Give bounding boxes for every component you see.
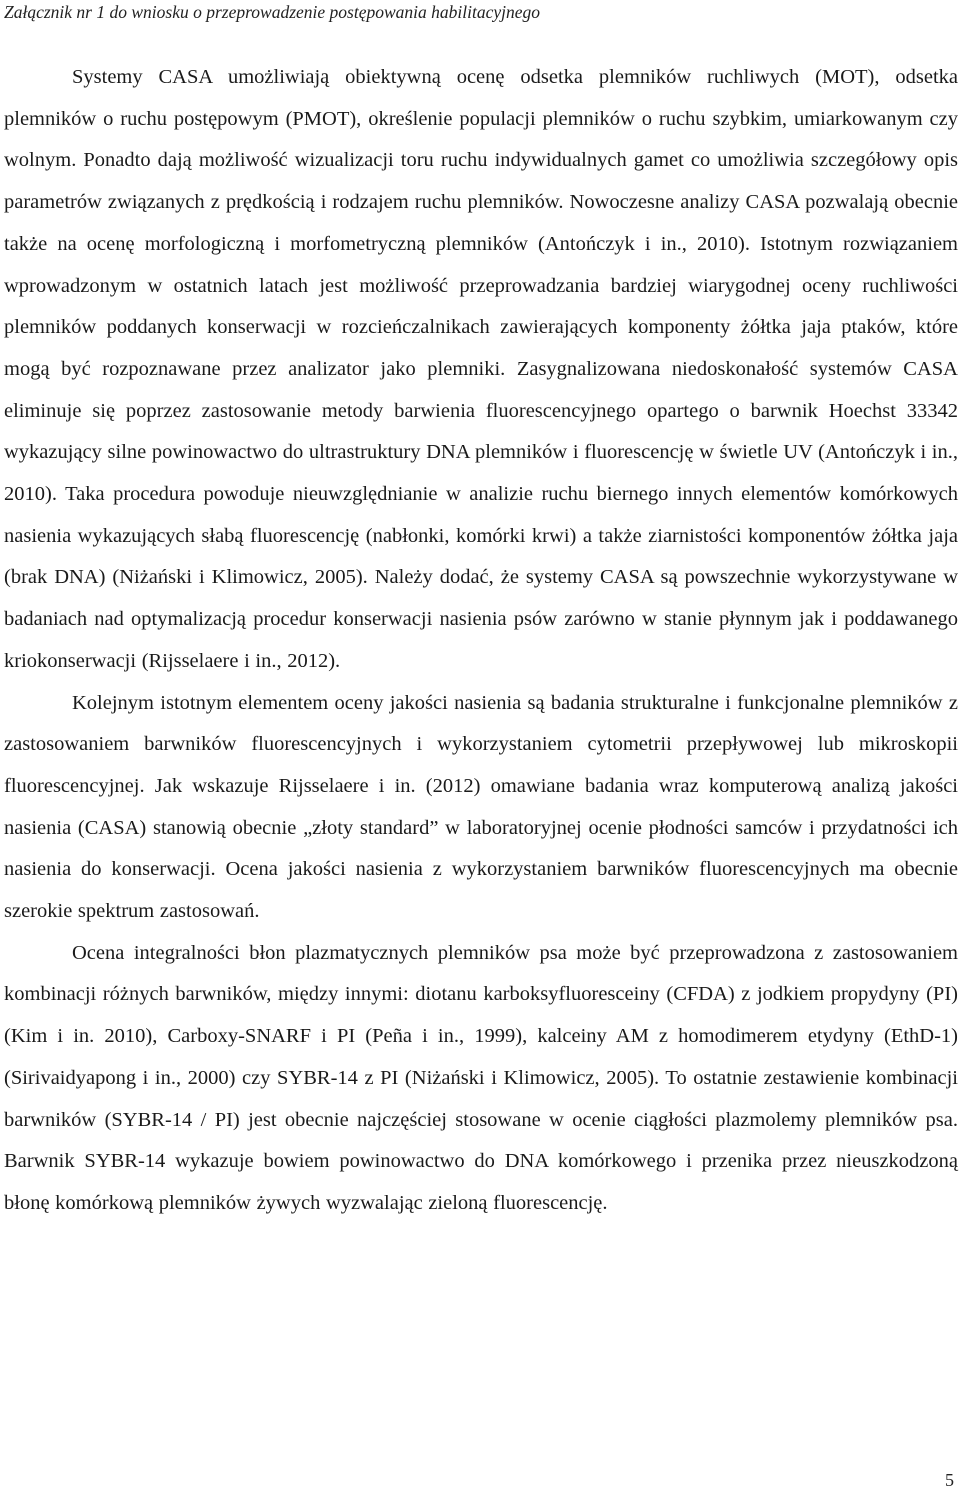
page-header: Załącznik nr 1 do wniosku o przeprowadzenie postępowania habilitacyjnego (4, 2, 540, 22)
paragraph-fluorescent-staining: Kolejnym istotnym elementem oceny jakości nasienia są badania strukturalne i funkcjonalne plemników z zastosowaniem barwników fluorescencyjnych i wykorzystaniem cytometrii przepływowej lub mikroskopii fluorescencyjnej. Jak wskazuje Rijsselaere i in. (2012) omawiane badania wraz komputerową analizą jakości nasienia (CASA) stanowią obecnie „złoty standard” w laboratoryjnej ocenie płodności samców i przydatności ich nasienia do konserwacji. Ocena jakości nasienia z wykorzystaniem barwników fluorescencyjnych ma obecnie szerokie spektrum zastosowań. (4, 691, 958, 923)
document-body (4, 57, 958, 1225)
paragraph-membrane-integrity: Ocena integralności błon plazmatycznych plemników psa może być przeprowadzona z zastosowaniem kombinacji różnych barwników, między innymi: diotanu karboksyfluoresceiny (CFDA) z jodkiem propydyny (PI) (Kim i in. 2010), Carboxy-SNARF i PI (Peña i in., 1999), kalceiny AM z homodimerem etydyny (EthD-1) (Sirivaidyapong i in., 2000) czy SYBR-14 z PI (Niżański i Klimowicz, 2005). To ostatnie zestawienie kombinacji barwników (SYBR-14 / PI) jest obecnie najczęściej stosowane w ocenie ciągłości plazmolemy plemników psa. Barwnik SYBR-14 wykazuje bowiem powinowactwo do DNA komórkowego i przenika przez nieuszkodzoną błonę komórkową plemników żywych wyzwalając zieloną fluorescencję. (4, 941, 958, 1214)
paragraph-casa-systems: Systemy CASA umożliwiają obiektywną ocenę odsetka plemników ruchliwych (MOT), odsetka plemników o ruchu postępowym (PMOT), określenie populacji plemników o ruchu szybkim, umiarkowanym czy wolnym. Ponadto dają możliwość wizualizacji toru ruchu indywidualnych gamet co umożliwia szczegółowy opis parametrów związanych z prędkością i rodzajem ruchu plemników. Nowoczesne analizy CASA pozwalają obecnie także na ocenę morfologiczną i morfometryczną plemników (Antończyk i in., 2010). Istotnym rozwiązaniem wprowadzonym w ostatnich latach jest możliwość przeprowadzania bardziej wiarygodnej oceny ruchliwości plemników poddanych konserwacji w rozcieńczalnikach zawierających komponenty żółtka jaja ptaków, które mogą być rozpoznawane przez analizator jako plemniki. Zasygnalizowana niedoskonałość systemów CASA eliminuje się poprzez zastosowanie metody barwienia fluorescencyjnego opartego o barwnik Hoechst 33342 wykazujący silne powinowactwo do ultrastruktury DNA plemników i fluorescencję w świetle UV (Antończyk i in., 2010). Taka procedura powoduje nieuwzględnianie w analizie ruchu biernego innych elementów komórkowych nasienia wykazujących słabą fluorescencję (nabłonki, komórki krwi) a także ziarnistości komponentów żółtka jaja (brak DNA) (Niżański i Klimowicz, 2005). Należy dodać, że systemy CASA są powszechnie wykorzystywane w badaniach nad optymalizacją procedur konserwacji nasienia psów zarówno w stanie płynnym jak i poddawanego kriokonserwacji (Rijsselaere i in., 2012). (4, 66, 958, 672)
page-number: 5 (945, 1470, 954, 1490)
